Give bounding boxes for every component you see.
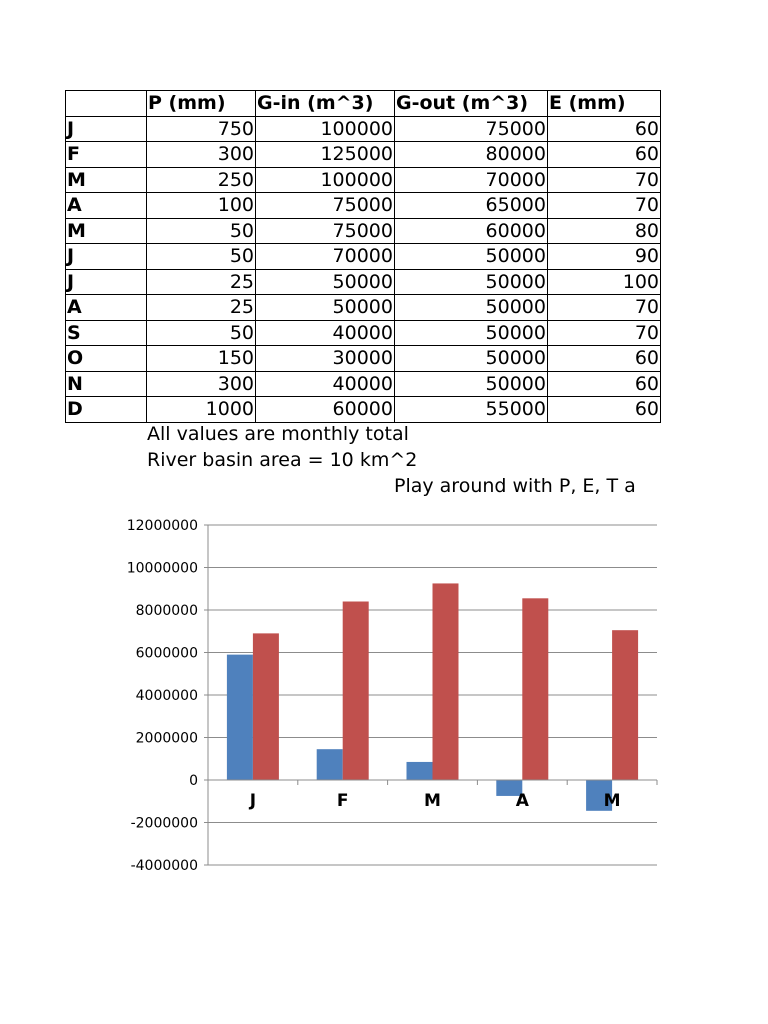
value-cell: 70 [548,167,661,193]
value-cell: 100000 [256,167,395,193]
y-tick-label: 0 [189,773,198,789]
value-cell: 75000 [256,193,395,219]
bar-series2 [253,633,279,780]
y-tick-label: 12000000 [126,518,198,534]
value-cell: 50000 [395,346,548,372]
value-cell: 1000 [147,397,256,423]
value-cell: 50000 [256,295,395,321]
value-cell: 70 [548,320,661,346]
month-cell: A [66,193,147,219]
table-row [66,295,661,321]
x-tick-label: J [249,791,257,811]
value-cell: 30000 [256,346,395,372]
value-cell: 100 [548,269,661,295]
value-cell: 25 [147,295,256,321]
value-cell: 50000 [395,295,548,321]
month-cell: N [66,371,147,397]
y-tick-label: 10000000 [126,560,198,577]
y-tick-label: -2000000 [130,815,198,832]
value-cell: 125000 [256,142,395,168]
value-cell: 60000 [395,218,548,244]
value-cell: 70 [548,193,661,219]
value-cell: 75000 [256,218,395,244]
value-cell: 60 [548,371,661,397]
value-cell: 150 [147,346,256,372]
value-cell: 100000 [256,116,395,142]
value-cell: 60000 [256,397,395,423]
value-cell: 70 [548,295,661,321]
value-cell: 50000 [395,320,548,346]
table-row [66,142,661,168]
month-cell: J [66,116,147,142]
y-tick-label: -4000000 [130,858,198,874]
y-tick-label: 6000000 [135,645,198,662]
month-cell: A [66,295,147,321]
column-header: G-in (m^3) [256,91,395,117]
y-tick-label: 2000000 [135,730,198,747]
column-header: P (mm) [147,91,256,117]
bar-chart [0,505,768,885]
value-cell: 90 [548,244,661,270]
note-basin-area: River basin area = 10 km^2 [147,449,418,471]
month-cell: F [66,142,147,168]
value-cell: 70000 [256,244,395,270]
value-cell: 75000 [395,116,548,142]
value-cell: 65000 [395,193,548,219]
value-cell: 60 [548,116,661,142]
bar-series1 [407,762,433,780]
table-row [66,193,661,219]
value-cell: 80000 [395,142,548,168]
value-cell: 50 [147,320,256,346]
value-cell: 25 [147,269,256,295]
value-cell: 50 [147,218,256,244]
table-row [66,167,661,193]
value-cell: 750 [147,116,256,142]
value-cell: 300 [147,142,256,168]
water-balance-table [65,90,661,423]
value-cell: 50 [147,244,256,270]
month-cell: J [66,269,147,295]
x-tick-label: F [336,791,349,811]
x-tick-label: M [424,791,441,811]
bar-series1 [317,749,343,780]
bar-series2 [612,630,638,780]
table-row [66,116,661,142]
value-cell: 40000 [256,371,395,397]
bar-series1 [227,655,253,780]
column-header: G-out (m^3) [395,91,548,117]
value-cell: 60 [548,142,661,168]
note-monthly-total: All values are monthly total [147,423,409,445]
month-cell: O [66,346,147,372]
value-cell: 50000 [395,244,548,270]
table-row [66,346,661,372]
table-row [66,320,661,346]
value-cell: 250 [147,167,256,193]
column-header: E (mm) [548,91,661,117]
note-play-around: Play around with P, E, T a [394,475,636,497]
value-cell: 300 [147,371,256,397]
bar-series2 [522,598,548,780]
month-cell: J [66,244,147,270]
value-cell: 55000 [395,397,548,423]
bar-series2 [343,602,369,781]
value-cell: 60 [548,346,661,372]
value-cell: 50000 [395,269,548,295]
table-row [66,371,661,397]
table-header-row [66,91,661,117]
value-cell: 60 [548,397,661,423]
month-cell: M [66,218,147,244]
bar-series2 [433,583,459,780]
x-tick-label: M [603,791,621,811]
month-cell: S [66,320,147,346]
table-row [66,244,661,270]
value-cell: 100 [147,193,256,219]
y-tick-label: 4000000 [135,688,198,704]
month-cell: D [66,397,147,423]
x-tick-label: A [515,791,529,811]
value-cell: 50000 [395,371,548,397]
value-cell: 80 [548,218,661,244]
value-cell: 50000 [256,269,395,295]
table-row [66,397,661,423]
column-header [66,91,147,117]
value-cell: 40000 [256,320,395,346]
table-row [66,218,661,244]
month-cell: M [66,167,147,193]
table-row [66,269,661,295]
value-cell: 70000 [395,167,548,193]
y-tick-label: 8000000 [135,603,198,619]
